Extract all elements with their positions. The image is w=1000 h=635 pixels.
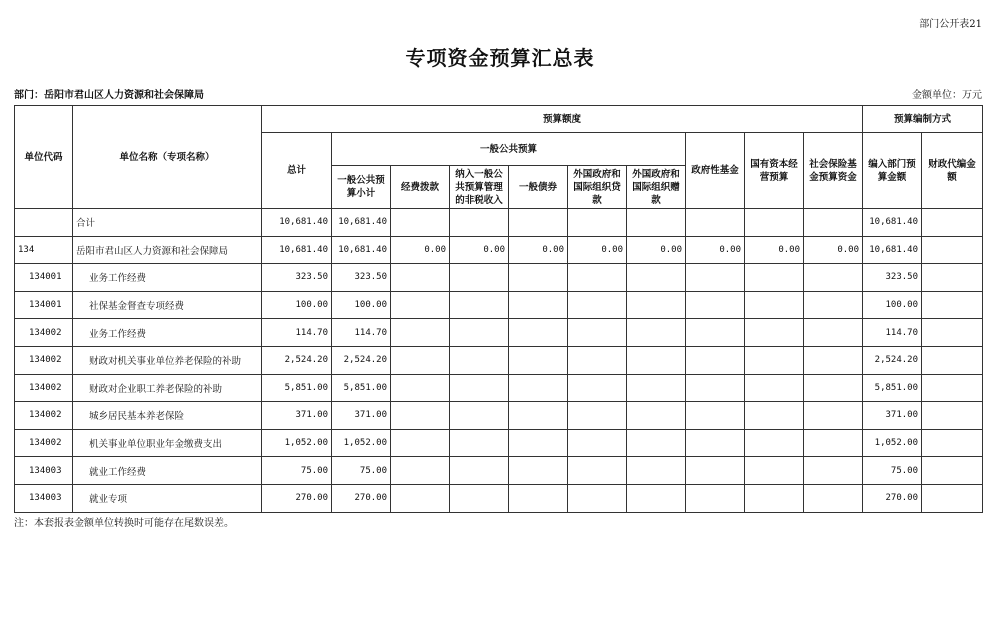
cell-subtotal: 114.70 — [332, 319, 391, 347]
table-row — [15, 402, 983, 430]
department-label: 部门：岳阳市君山区人力资源和社会保障局 — [14, 90, 204, 101]
header-unit-name: 单位名称（专项名称） — [73, 106, 262, 209]
header-general-bond: 一般债券 — [509, 166, 568, 209]
cell-c7 — [745, 209, 804, 237]
cell-c2: 0.00 — [450, 236, 509, 264]
cell-c6 — [686, 291, 745, 319]
cell-code: 134 — [15, 236, 73, 264]
cell-c6 — [686, 264, 745, 292]
cell-c4 — [568, 484, 627, 512]
cell-dept: 100.00 — [863, 291, 922, 319]
cell-fin — [922, 319, 983, 347]
cell-c7 — [745, 264, 804, 292]
header-prep-method: 预算编制方式 — [863, 106, 983, 133]
table-row — [15, 236, 983, 264]
cell-c3 — [509, 402, 568, 430]
cell-total: 75.00 — [262, 457, 332, 485]
cell-c7 — [745, 402, 804, 430]
cell-c6 — [686, 319, 745, 347]
cell-c6: 0.00 — [686, 236, 745, 264]
cell-c2 — [450, 374, 509, 402]
cell-c1 — [391, 209, 450, 237]
cell-c2 — [450, 457, 509, 485]
cell-name: 岳阳市君山区人力资源和社会保障局 — [73, 236, 262, 264]
cell-c1 — [391, 291, 450, 319]
cell-c8 — [804, 319, 863, 347]
cell-c8 — [804, 346, 863, 374]
cell-fin — [922, 484, 983, 512]
cell-fin — [922, 429, 983, 457]
cell-c2 — [450, 264, 509, 292]
cell-c8 — [804, 484, 863, 512]
cell-total: 2,524.20 — [262, 346, 332, 374]
cell-c1: 0.00 — [391, 236, 450, 264]
cell-subtotal: 10,681.40 — [332, 236, 391, 264]
cell-c5 — [627, 429, 686, 457]
cell-dept: 2,524.20 — [863, 346, 922, 374]
cell-c5 — [627, 346, 686, 374]
budget-table — [14, 105, 983, 513]
cell-code: 134002 — [15, 346, 73, 374]
cell-c3 — [509, 429, 568, 457]
cell-c4 — [568, 346, 627, 374]
cell-c1 — [391, 346, 450, 374]
cell-subtotal: 100.00 — [332, 291, 391, 319]
cell-c6 — [686, 402, 745, 430]
cell-c4 — [568, 319, 627, 347]
cell-c6 — [686, 374, 745, 402]
cell-c7 — [745, 429, 804, 457]
cell-c5 — [627, 291, 686, 319]
cell-c8 — [804, 429, 863, 457]
cell-subtotal: 5,851.00 — [332, 374, 391, 402]
header-dept-prepared: 编入部门预算金额 — [863, 133, 922, 209]
cell-c4 — [568, 209, 627, 237]
header-total: 总计 — [262, 133, 332, 209]
cell-c1 — [391, 319, 450, 347]
cell-total: 100.00 — [262, 291, 332, 319]
cell-subtotal: 323.50 — [332, 264, 391, 292]
cell-fin — [922, 236, 983, 264]
cell-c6 — [686, 484, 745, 512]
cell-c2 — [450, 402, 509, 430]
cell-fin — [922, 264, 983, 292]
cell-c4: 0.00 — [568, 236, 627, 264]
cell-c5 — [627, 374, 686, 402]
cell-fin — [922, 402, 983, 430]
amount-unit-label: 金额单位：万元 — [912, 90, 982, 101]
cell-c1 — [391, 374, 450, 402]
cell-name: 财政对企业职工养老保险的补助 — [73, 374, 262, 402]
cell-c2 — [450, 346, 509, 374]
cell-c7 — [745, 374, 804, 402]
header-general-budget: 一般公共预算 — [332, 133, 686, 166]
header-unit-code: 单位代码 — [15, 106, 73, 209]
page-title: 专项资金预算汇总表 — [405, 46, 595, 70]
header-appropriation: 经费拨款 — [391, 166, 450, 209]
cell-c6 — [686, 457, 745, 485]
cell-c8 — [804, 374, 863, 402]
cell-subtotal: 270.00 — [332, 484, 391, 512]
cell-total: 10,681.40 — [262, 236, 332, 264]
cell-c7 — [745, 457, 804, 485]
cell-c7 — [745, 484, 804, 512]
cell-fin — [922, 374, 983, 402]
cell-c8: 0.00 — [804, 236, 863, 264]
cell-c4 — [568, 264, 627, 292]
cell-c2 — [450, 291, 509, 319]
cell-name: 就业专项 — [73, 484, 262, 512]
cell-c2 — [450, 209, 509, 237]
cell-dept: 5,851.00 — [863, 374, 922, 402]
cell-c6 — [686, 209, 745, 237]
header-foreign-grant: 外国政府和国际组织赠款 — [627, 166, 686, 209]
cell-name: 财政对机关事业单位养老保险的补助 — [73, 346, 262, 374]
cell-c2 — [450, 484, 509, 512]
cell-name: 业务工作经费 — [73, 319, 262, 347]
cell-name: 就业工作经费 — [73, 457, 262, 485]
cell-subtotal: 2,524.20 — [332, 346, 391, 374]
header-state-capital: 国有资本经营预算 — [745, 133, 804, 209]
cell-code — [15, 209, 73, 237]
cell-total: 5,851.00 — [262, 374, 332, 402]
cell-c3 — [509, 346, 568, 374]
cell-c1 — [391, 484, 450, 512]
cell-c1 — [391, 264, 450, 292]
cell-c1 — [391, 429, 450, 457]
table-row — [15, 264, 983, 292]
cell-c5 — [627, 484, 686, 512]
cell-code: 134001 — [15, 264, 73, 292]
cell-c3 — [509, 374, 568, 402]
cell-dept: 10,681.40 — [863, 209, 922, 237]
cell-subtotal: 1,052.00 — [332, 429, 391, 457]
cell-c8 — [804, 291, 863, 319]
table-row — [15, 374, 983, 402]
header-general-subtotal: 一般公共预算小计 — [332, 166, 391, 209]
cell-fin — [922, 209, 983, 237]
cell-c2 — [450, 319, 509, 347]
cell-c5 — [627, 457, 686, 485]
table-row — [15, 429, 983, 457]
table-row — [15, 319, 983, 347]
cell-dept: 270.00 — [863, 484, 922, 512]
cell-code: 134002 — [15, 402, 73, 430]
cell-dept: 323.50 — [863, 264, 922, 292]
cell-c5: 0.00 — [627, 236, 686, 264]
cell-total: 270.00 — [262, 484, 332, 512]
cell-fin — [922, 291, 983, 319]
cell-c5 — [627, 209, 686, 237]
cell-name: 合计 — [73, 209, 262, 237]
cell-total: 10,681.40 — [262, 209, 332, 237]
header-budget-amount: 预算额度 — [262, 106, 863, 133]
cell-c1 — [391, 457, 450, 485]
cell-c1 — [391, 402, 450, 430]
table-row — [15, 209, 983, 237]
cell-c5 — [627, 319, 686, 347]
cell-code: 134003 — [15, 457, 73, 485]
cell-dept: 114.70 — [863, 319, 922, 347]
cell-code: 134002 — [15, 429, 73, 457]
header-social-fund: 社会保险基金预算资金 — [804, 133, 863, 209]
cell-total: 323.50 — [262, 264, 332, 292]
cell-name: 业务工作经费 — [73, 264, 262, 292]
form-number: 部门公开表21 — [919, 19, 982, 30]
cell-c7 — [745, 346, 804, 374]
cell-c6 — [686, 346, 745, 374]
cell-c4 — [568, 402, 627, 430]
cell-c4 — [568, 429, 627, 457]
cell-total: 1,052.00 — [262, 429, 332, 457]
cell-dept: 10,681.40 — [863, 236, 922, 264]
cell-c6 — [686, 429, 745, 457]
cell-c3: 0.00 — [509, 236, 568, 264]
cell-dept: 1,052.00 — [863, 429, 922, 457]
footnote: 注：本套报表金额单位转换时可能存在尾数误差。 — [14, 518, 234, 529]
cell-fin — [922, 457, 983, 485]
cell-c4 — [568, 291, 627, 319]
header-finance-prepared: 财政代编金额 — [922, 133, 983, 209]
cell-c8 — [804, 264, 863, 292]
header-gov-fund: 政府性基金 — [686, 133, 745, 209]
cell-c8 — [804, 402, 863, 430]
cell-code: 134002 — [15, 374, 73, 402]
cell-c8 — [804, 457, 863, 485]
cell-name: 社保基金督查专项经费 — [73, 291, 262, 319]
cell-c7 — [745, 319, 804, 347]
cell-subtotal: 75.00 — [332, 457, 391, 485]
cell-c3 — [509, 457, 568, 485]
cell-c5 — [627, 402, 686, 430]
cell-dept: 75.00 — [863, 457, 922, 485]
cell-name: 城乡居民基本养老保险 — [73, 402, 262, 430]
cell-c4 — [568, 374, 627, 402]
table-row — [15, 484, 983, 512]
cell-c7: 0.00 — [745, 236, 804, 264]
cell-total: 114.70 — [262, 319, 332, 347]
header-foreign-loan: 外国政府和国际组织贷款 — [568, 166, 627, 209]
cell-c7 — [745, 291, 804, 319]
cell-name: 机关事业单位职业年金缴费支出 — [73, 429, 262, 457]
cell-c2 — [450, 429, 509, 457]
cell-c8 — [804, 209, 863, 237]
cell-code: 134003 — [15, 484, 73, 512]
cell-c3 — [509, 484, 568, 512]
cell-c3 — [509, 319, 568, 347]
cell-code: 134001 — [15, 291, 73, 319]
cell-subtotal: 371.00 — [332, 402, 391, 430]
cell-c5 — [627, 264, 686, 292]
cell-c3 — [509, 264, 568, 292]
table-row — [15, 291, 983, 319]
cell-fin — [922, 346, 983, 374]
header-non-tax: 纳入一般公共预算管理的非税收入 — [450, 166, 509, 209]
cell-dept: 371.00 — [863, 402, 922, 430]
cell-subtotal: 10,681.40 — [332, 209, 391, 237]
cell-code: 134002 — [15, 319, 73, 347]
cell-total: 371.00 — [262, 402, 332, 430]
cell-c4 — [568, 457, 627, 485]
table-row — [15, 457, 983, 485]
cell-c3 — [509, 209, 568, 237]
cell-c3 — [509, 291, 568, 319]
table-row — [15, 346, 983, 374]
